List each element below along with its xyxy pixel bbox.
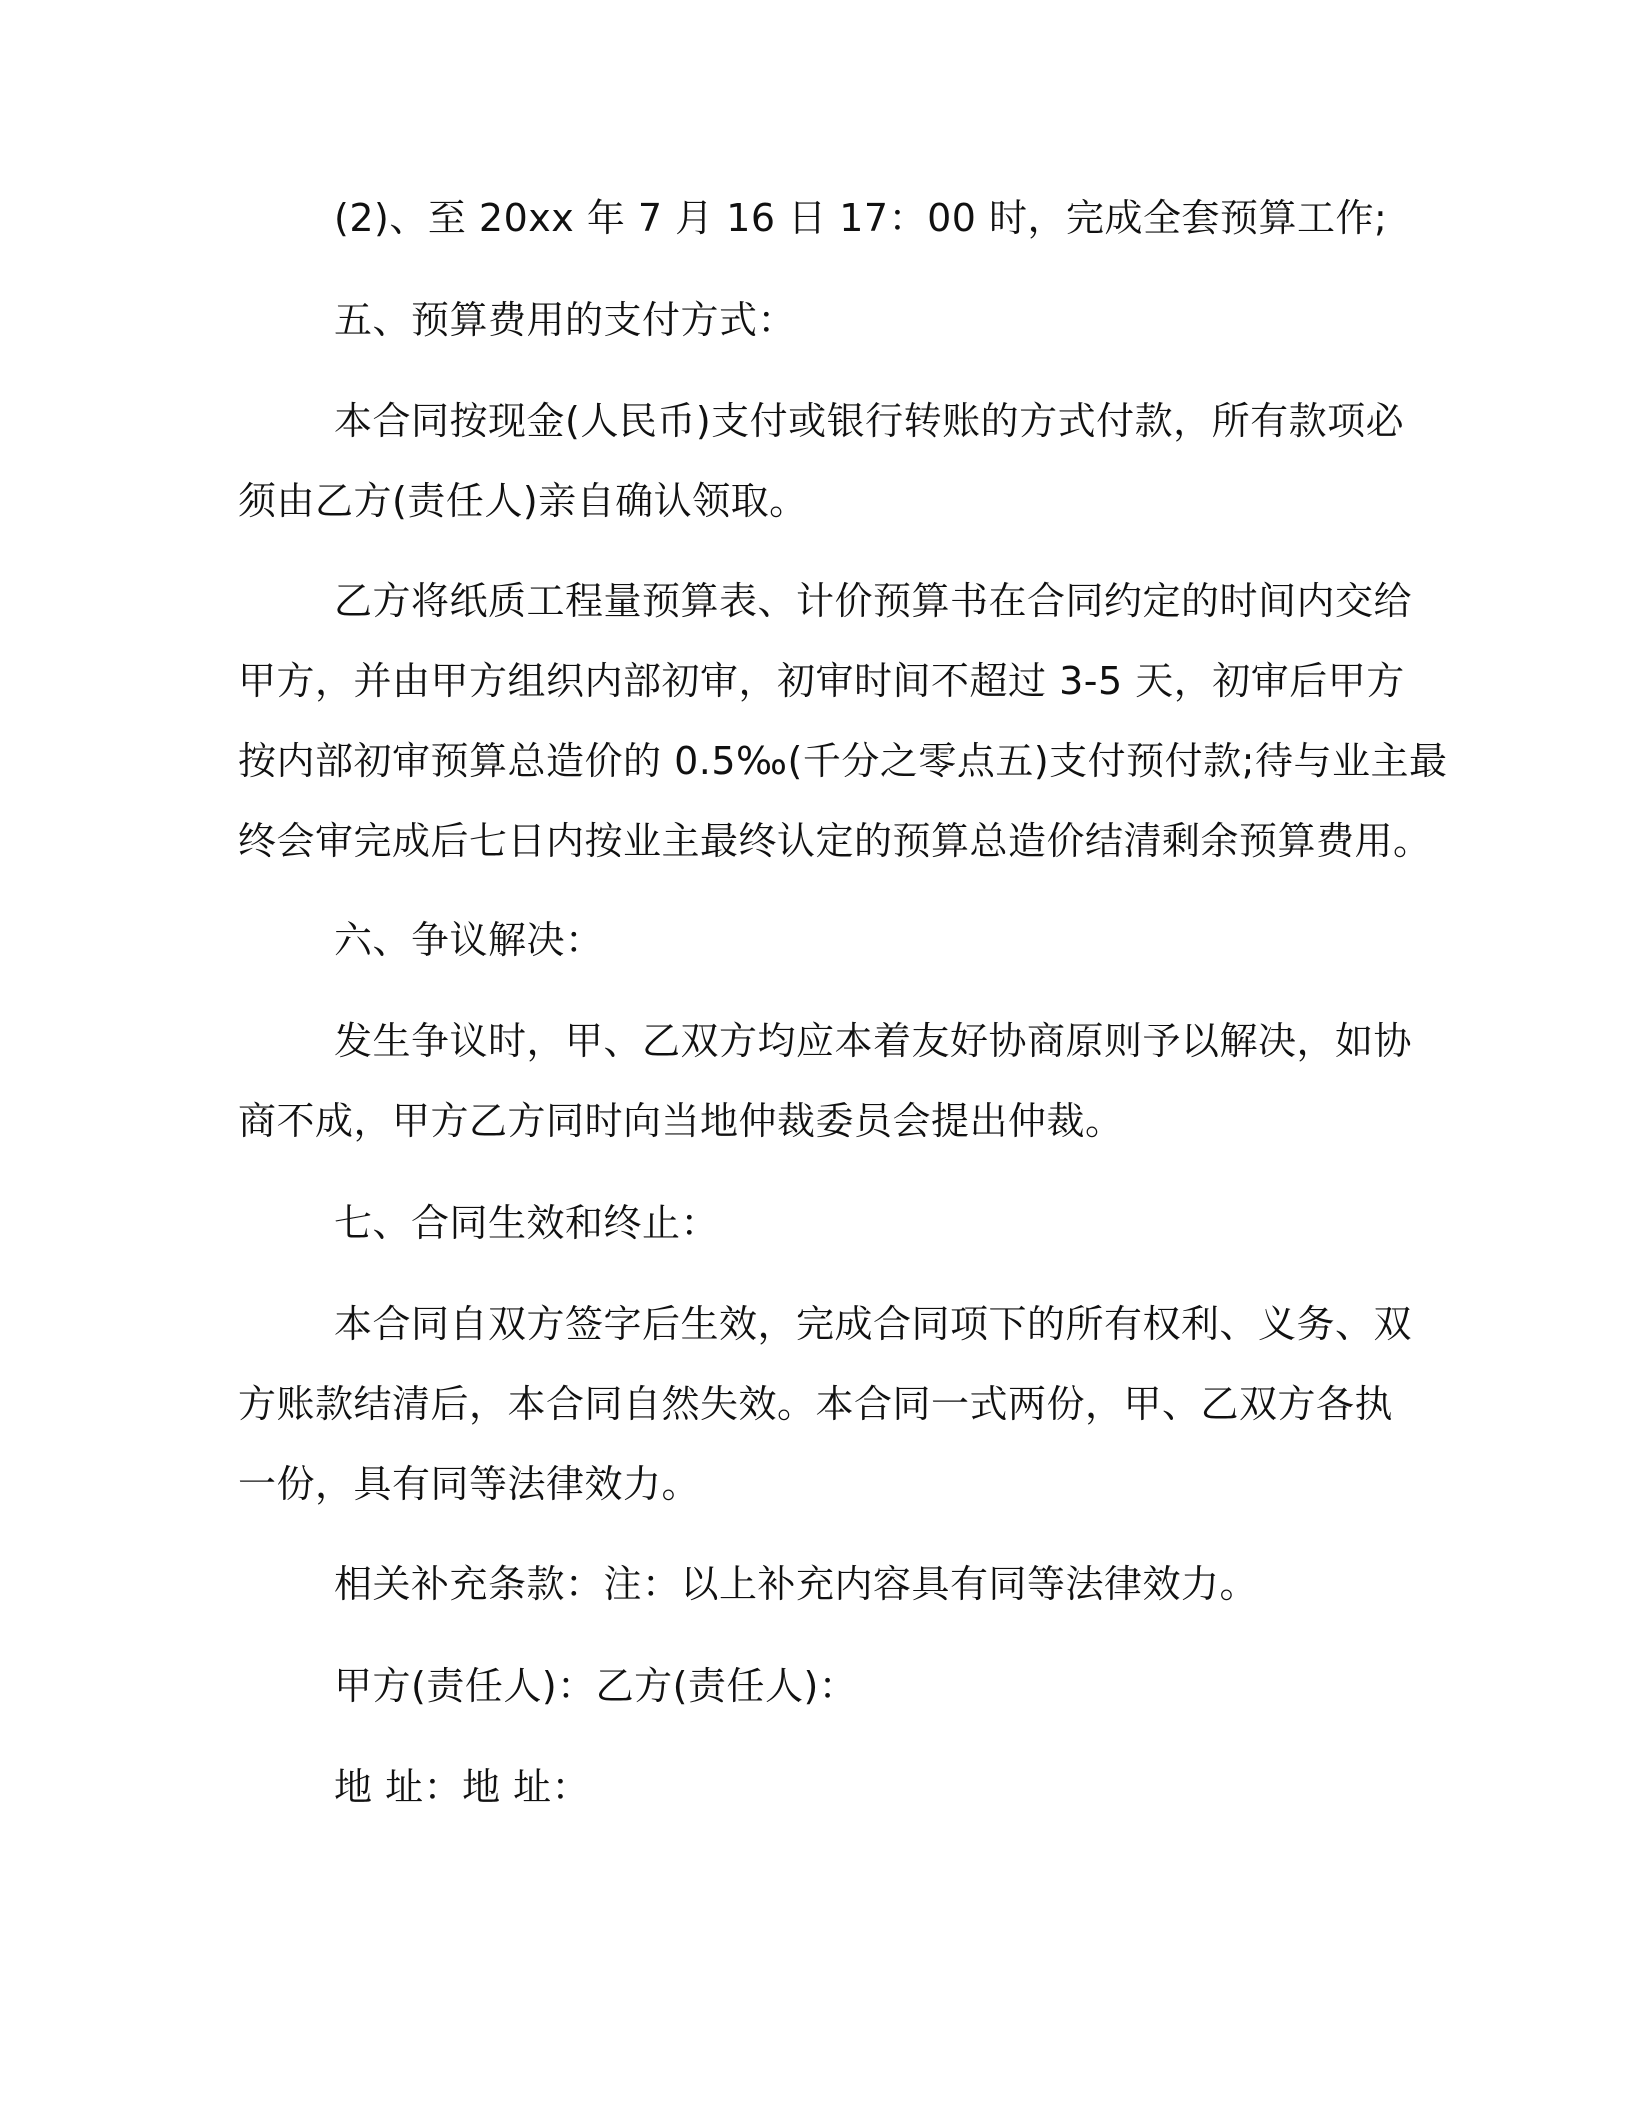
item-2-deadline: (2)、至 20xx 年 7 月 16 日 17：00 时，完成全套预算工作; <box>334 196 1388 240</box>
paragraph-line: 方账款结清后，本合同自然失效。本合同一式两份，甲、乙双方各执 <box>238 1382 1394 1426</box>
paragraph-line: 一份，具有同等法律效力。 <box>238 1462 701 1506</box>
supplement-clause: 相关补充条款：注：以上补充内容具有同等法律效力。 <box>334 1562 1259 1606</box>
section-5-paragraph-2 <box>238 561 1448 881</box>
paragraph-line: 本合同按现金(人民币)支付或银行转账的方式付款，所有款项必 <box>334 399 1405 443</box>
paragraph-line: 乙方将纸质工程量预算表、计价预算书在合同约定的时间内交给 <box>334 579 1413 623</box>
paragraph-line: 商不成，甲方乙方同时向当地仲裁委员会提出仲裁。 <box>238 1099 1124 1143</box>
parties-signature-line: 甲方(责任人)：乙方(责任人)： <box>334 1664 858 1708</box>
address-line: 地 址：地 址： <box>334 1765 591 1809</box>
paragraph-line: 终会审完成后七日内按业主最终认定的预算总造价结清剩余预算费用。 <box>238 819 1432 863</box>
paragraph-line: 须由乙方(责任人)亲自确认领取。 <box>238 479 808 523</box>
section-6-heading: 六、争议解决： <box>334 918 604 962</box>
section-6-paragraph-1 <box>238 1001 1413 1161</box>
paragraph-line: 发生争议时，甲、乙双方均应本着友好协商原则予以解决，如协 <box>334 1019 1413 1063</box>
paragraph-line: 甲方，并由甲方组织内部初审，初审时间不超过 3-5 天，初审后甲方 <box>238 659 1405 703</box>
section-5-heading: 五、预算费用的支付方式： <box>334 298 797 342</box>
section-7-paragraph-1 <box>238 1284 1413 1524</box>
section-7-heading: 七、合同生效和终止： <box>334 1201 720 1245</box>
section-5-paragraph-1 <box>238 381 1405 541</box>
paragraph-line: 本合同自双方签字后生效，完成合同项下的所有权利、义务、双 <box>334 1302 1413 1346</box>
paragraph-line: 按内部初审预算总造价的 0.5‰(千分之零点五)支付预付款;待与业主最 <box>238 739 1448 783</box>
